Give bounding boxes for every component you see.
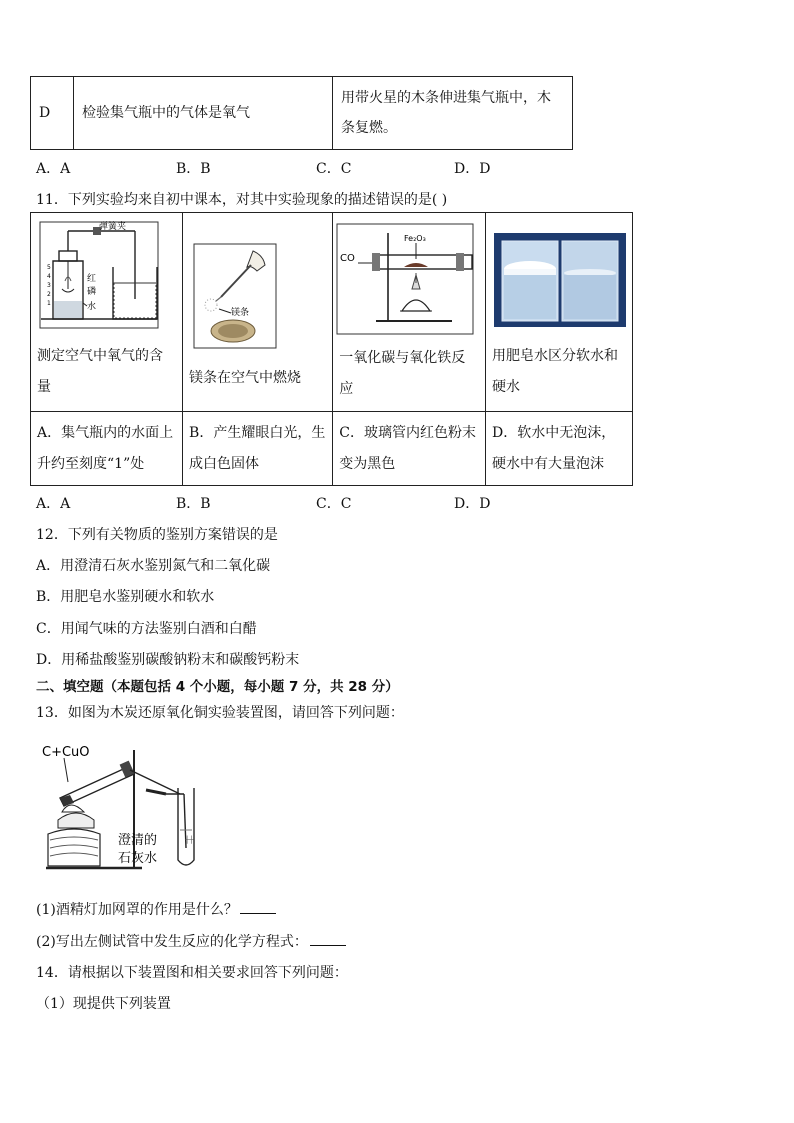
q12-option-c: C．用闻气味的方法鉴别白酒和白醋 [36,621,257,637]
q10-choice-a: A．A [36,161,71,177]
q12-option-d: D．用稀盐酸鉴别碳酸钠粉末和碳酸钙粉末 [36,652,300,668]
q10-option-cell: D [31,77,74,150]
q10-choice-b: B．B [176,161,211,177]
q10-purpose-cell: 检验集气瓶中的气体是氧气 [74,77,333,150]
q11-exp4-cell [486,213,633,412]
section-heading: 二、填空题（本题包括 4 个小题，每小题 7 分，共 28 分） [36,679,399,695]
q11-option-d: D．软水中无泡沫，硬水中有大量泡沫 [486,412,633,486]
q11-exp3-caption: 一氧化碳与氧化铁反应 [339,350,466,397]
red-label: 红 [87,274,97,284]
q10-table [30,76,573,150]
q13-sub1-text: (1)酒精灯加网罩的作用是什么？ [36,902,238,918]
magnesium-label: 镁条 [231,308,250,318]
q13-stem: 13．如图为木炭还原氧化铜实验装置图，请回答下列问题： [36,705,404,721]
clamp-label: 弹簧夹 [99,222,127,232]
phosphorus-label: 磷 [87,287,97,297]
charcoal-reduction-figure [38,738,214,874]
svg-text:┼┼: ┼┼ [185,836,194,844]
co-label: CO [340,253,356,264]
q11-exp2-cell [183,213,333,412]
q11-exp4-caption: 用肥皂水区分软水和硬水 [492,348,618,395]
q11-exp2-caption: 镁条在空气中燃烧 [189,370,302,386]
q12-stem: 12．下列有关物质的鉴别方案错误的是 [36,527,278,543]
q11-stem: 11．下列实验均来自初中课本，对其中实验现象的描述错误的是( ) [36,192,448,208]
q11-choice-b: B．B [176,496,211,512]
q13-sub2 [36,931,346,951]
q14-stem: 14．请根据以下装置图和相关要求回答下列问题： [36,965,348,981]
scale-5-label: 5 [47,264,51,271]
q11-exp1-caption: 测定空气中氧气的含量 [37,348,163,395]
q11-choice-a: A．A [36,496,71,512]
q11-option-c: C．玻璃管内红色粉末变为黑色 [333,412,486,486]
q11-choice-d: D．D [454,496,491,512]
reactants-label: C+CuO [42,745,90,760]
q11-table [30,212,633,486]
q11-option-b: B．产生耀眼白光，生成白色固体 [183,412,333,486]
scale-1-label: 1 [47,300,51,307]
oxygen-measure-figure [39,221,159,329]
q10-method-cell: 用带火星的木条伸进集气瓶中，木条复燃。 [333,77,573,150]
co-fe2o3-figure [336,223,474,335]
q13-sub1 [36,899,276,919]
scale-3-label: 3 [47,282,51,289]
magnesium-burn-figure [193,243,277,349]
table-row [31,213,633,412]
table-row [31,77,573,150]
answer-blank[interactable] [240,901,276,914]
table-row [31,412,633,486]
scale-4-label: 4 [47,273,51,280]
scale-2-label: 2 [47,291,51,298]
q10-choice-c: C．C [316,161,352,177]
q13-sub2-text: (2)写出左侧试管中发生反应的化学方程式： [36,934,308,950]
q14-sub1: （1）现提供下列装置 [36,996,171,1012]
answer-blank[interactable] [310,933,346,946]
water-label: 水 [87,302,97,312]
limewater-label-1: 澄清的 [118,833,158,848]
q10-choice-d: D．D [454,161,491,177]
q11-option-a: A．集气瓶内的水面上升约至刻度“1”处 [31,412,183,486]
fe2o3-label: Fe₂O₃ [404,234,427,243]
limewater-label-2: 石灰水 [118,851,158,866]
soap-water-figure [494,233,626,327]
q12-option-b: B．用肥皂水鉴别硬水和软水 [36,589,215,605]
q11-exp1-cell [31,213,183,412]
q12-option-a: A．用澄清石灰水鉴别氮气和二氧化碳 [36,558,271,574]
q11-exp3-cell [333,213,486,412]
q11-choice-c: C．C [316,496,352,512]
